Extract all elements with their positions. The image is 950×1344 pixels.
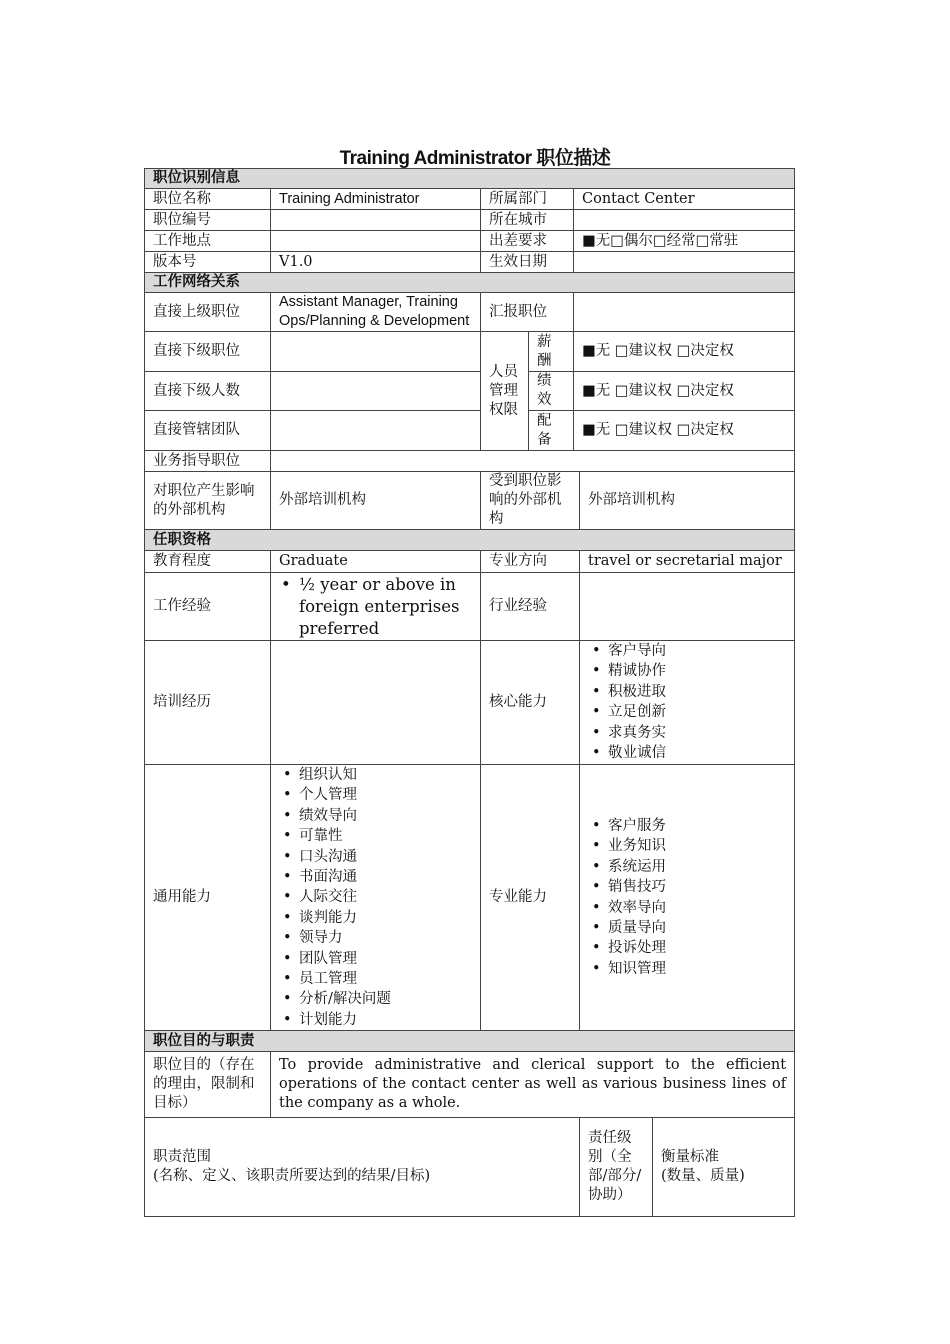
section-purpose: 职位目的与职责: [145, 1031, 795, 1052]
experience-list: [279, 574, 472, 640]
label-effective-date: 生效日期: [481, 252, 574, 273]
list-item: • 求真务实: [588, 723, 786, 743]
list-item: • 口头沟通: [279, 847, 472, 867]
value-effective-date: [574, 252, 795, 273]
list-item: • 知识管理: [588, 959, 786, 979]
list-item: • 领导力: [279, 928, 472, 948]
general-competency-list: [279, 765, 472, 1030]
label-work-location: 工作地点: [145, 231, 271, 252]
list-item: • 谈判能力: [279, 908, 472, 928]
list-item: • 敬业诚信: [588, 743, 786, 763]
value-superior: Assistant Manager, Training Ops/Planning & Development: [271, 293, 481, 332]
section-qualification: 任职资格: [145, 530, 795, 551]
value-staffing: ■无 □建议权 □决定权: [574, 411, 795, 451]
label-subordinate: 直接下级职位: [145, 332, 271, 372]
label-city: 所在城市: [481, 210, 574, 231]
list-item: • 客户导向: [588, 641, 786, 661]
value-city: [574, 210, 795, 231]
list-item: • 个人管理: [279, 785, 472, 805]
value-performance: ■无 □建议权 □决定权: [574, 372, 795, 411]
value-version: V1.0: [271, 252, 481, 273]
value-position-name: Training Administrator: [271, 189, 481, 210]
label-staff-authority: 人员管理权限: [481, 332, 529, 451]
value-position-code: [271, 210, 481, 231]
label-responsibility-level: 责任级别（全部/部分/协助）: [580, 1118, 653, 1217]
value-training: [271, 641, 481, 765]
list-item: • 精诚协作: [588, 661, 786, 681]
value-team: [271, 411, 481, 451]
list-item: • 员工管理: [279, 969, 472, 989]
list-item: • 质量导向: [588, 918, 786, 938]
value-education: Graduate: [271, 551, 481, 573]
label-responsibility-scope: 职责范围: [153, 1149, 211, 1166]
value-department: Contact Center: [574, 189, 795, 210]
list-item: • 业务知识: [588, 836, 786, 856]
value-subordinate-count: [271, 372, 481, 411]
section-network: 工作网络关系: [145, 273, 795, 293]
label-position-purpose: 职位目的（存在的理由，限制和目标）: [145, 1052, 271, 1118]
list-item: • 积极进取: [588, 682, 786, 702]
list-item: • 销售技巧: [588, 877, 786, 897]
value-subordinate: [271, 332, 481, 372]
list-item: • ½ year or above in foreign enterprises preferred: [279, 574, 472, 640]
label-business-guidance: 业务指导职位: [145, 451, 271, 472]
job-description-table: [144, 168, 795, 1217]
value-external-affected: 外部培训机构: [580, 472, 795, 530]
label-core-competency: 核心能力: [481, 641, 580, 765]
label-travel: 出差要求: [481, 231, 574, 252]
label-performance: 绩效: [529, 372, 574, 411]
list-item: • 绩效导向: [279, 806, 472, 826]
list-item: • 分析/解决问题: [279, 989, 472, 1009]
label-industry-experience: 行业经验: [481, 573, 580, 641]
value-report-to: [574, 293, 795, 332]
value-work-location: [271, 231, 481, 252]
value-external-influence: 外部培训机构: [271, 472, 481, 530]
label-measurement-sub: (数量、质量): [661, 1168, 745, 1185]
value-business-guidance: [271, 451, 795, 472]
label-major: 专业方向: [481, 551, 580, 573]
list-item: • 人际交往: [279, 887, 472, 907]
label-position-code: 职位编号: [145, 210, 271, 231]
label-version: 版本号: [145, 252, 271, 273]
label-education: 教育程度: [145, 551, 271, 573]
section-identity: 职位识别信息: [145, 169, 795, 189]
value-major: travel or secretarial major: [580, 551, 795, 573]
label-staffing: 配备: [529, 411, 574, 451]
label-superior: 直接上级职位: [145, 293, 271, 332]
label-measurement: 衡量标准: [661, 1149, 719, 1166]
list-item: • 计划能力: [279, 1010, 472, 1030]
list-item: • 投诉处理: [588, 938, 786, 958]
label-subordinate-count: 直接下级人数: [145, 372, 271, 411]
label-general-competency: 通用能力: [145, 765, 271, 1031]
value-travel: ■无□偶尔□经常□常驻: [574, 231, 795, 252]
list-item: • 立足创新: [588, 702, 786, 722]
value-salary: ■无 □建议权 □决定权: [574, 332, 795, 372]
list-item: • 客户服务: [588, 816, 786, 836]
page-title: Training Administrator 职位描述: [339, 148, 611, 169]
label-responsibility-scope-sub: (名称、定义、该职责所要达到的结果/目标): [153, 1168, 431, 1185]
value-industry-experience: [580, 573, 795, 641]
label-department: 所属部门: [481, 189, 574, 210]
value-position-purpose: To provide administrative and clerical support to the efficient operations of the contact center as well as various business lines of the company as a whole.: [271, 1052, 795, 1118]
list-item: • 组织认知: [279, 765, 472, 785]
list-item: • 团队管理: [279, 949, 472, 969]
label-professional-competency: 专业能力: [481, 765, 580, 1031]
core-competency-list: [588, 641, 786, 763]
label-external-affected: 受到职位影响的外部机构: [481, 472, 580, 530]
label-work-experience: 工作经验: [145, 573, 271, 641]
list-item: • 效率导向: [588, 898, 786, 918]
list-item: • 书面沟通: [279, 867, 472, 887]
label-position-name: 职位名称: [145, 189, 271, 210]
list-item: • 可靠性: [279, 826, 472, 846]
label-external-influence: 对职位产生影响的外部机构: [145, 472, 271, 530]
label-team: 直接管辖团队: [145, 411, 271, 451]
list-item: • 系统运用: [588, 857, 786, 877]
professional-competency-list: [588, 816, 786, 979]
label-salary: 薪酬: [529, 332, 574, 372]
label-report-to: 汇报职位: [481, 293, 574, 332]
label-training: 培训经历: [145, 641, 271, 765]
